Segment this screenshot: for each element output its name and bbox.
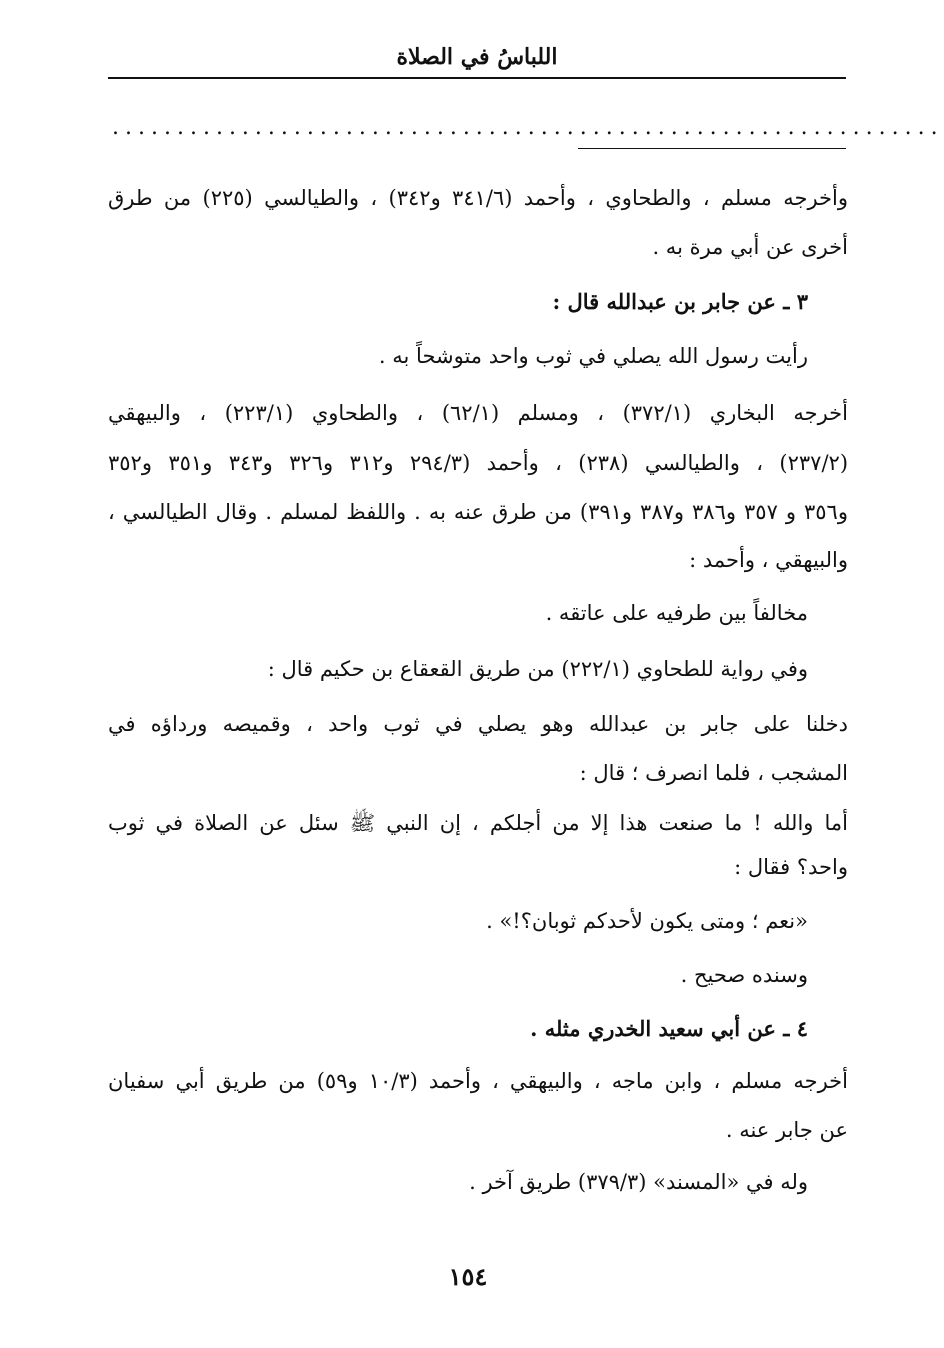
running-header-title: اللباسُ في الصلاة	[396, 44, 558, 70]
text-line: المشجب ، فلما انصرف ؛ قال :	[579, 761, 848, 785]
text-line: رأيت رسول الله يصلي في ثوب واحد متوشحاً به .	[378, 344, 808, 368]
header-rule	[108, 77, 846, 79]
text-line: و٣٥٦ و ٣٥٧ و٣٨٦ و٣٨٧ و٣٩١) من طرق عنه به . واللفظ لمسلم . وقال الطيالسي ،	[108, 500, 848, 524]
text-line: مخالفاً بين طرفيه على عاتقه .	[545, 601, 808, 625]
text-line: أخرجه مسلم ، وابن ماجه ، والبيهقي ، وأحمد (١٠/٣ و٥٩) من طريق أبي سفيان	[108, 1069, 848, 1093]
text-line: (٢٣٧/٢) ، والطيالسي (٢٣٨) ، وأحمد (٢٩٤/٣ و٣١٢ و٣٢٦ و٣٤٣ و٣٥١ و٣٥٢	[108, 451, 849, 475]
text-line: عن جابر عنه .	[725, 1118, 848, 1142]
text-line: دخلنا على جابر بن عبدالله وهو يصلي في ثوب واحد ، وقميصه ورداؤه في	[108, 712, 848, 736]
dotted-separator: ................................................................	[112, 115, 944, 140]
footnote-rule	[578, 148, 846, 149]
text-line: وسنده صحيح .	[680, 963, 808, 987]
text-line: أما والله ! ما صنعت هذا إلا من أجلكم ، إن النبي ﷺ سئل عن الصلاة في ثوب	[108, 811, 848, 835]
page-number: ١٥٤	[448, 1262, 488, 1291]
section-heading: ٤ ـ عن أبي سعيد الخدري مثله .	[530, 1016, 808, 1041]
text-line: أخرجه البخاري (٣٧٢/١) ، ومسلم (٦٢/١) ، والطحاوي (٢٢٣/١) ، والبيهقي	[108, 401, 848, 425]
section-heading: ٣ ـ عن جابر بن عبدالله قال :	[552, 289, 808, 314]
text-line: وفي رواية للطحاوي (٢٢٢/١) من طريق القعقاع بن حكيم قال :	[267, 657, 808, 681]
text-line: والبيهقي ، وأحمد :	[689, 548, 848, 572]
text-line: واحد؟ فقال :	[734, 855, 848, 879]
text-line: وأخرجه مسلم ، والطحاوي ، وأحمد (٣٤١/٦ و٣٤٢) ، والطيالسي (٢٢٥) من طرق	[108, 186, 848, 210]
quote-line: «نعم ؛ ومتى يكون لأحدكم ثوبان؟!» .	[486, 909, 808, 933]
text-line: وله في «المسند» (٣٧٩/٣) طريق آخر .	[469, 1170, 808, 1194]
text-line: أخرى عن أبي مرة به .	[652, 235, 848, 259]
